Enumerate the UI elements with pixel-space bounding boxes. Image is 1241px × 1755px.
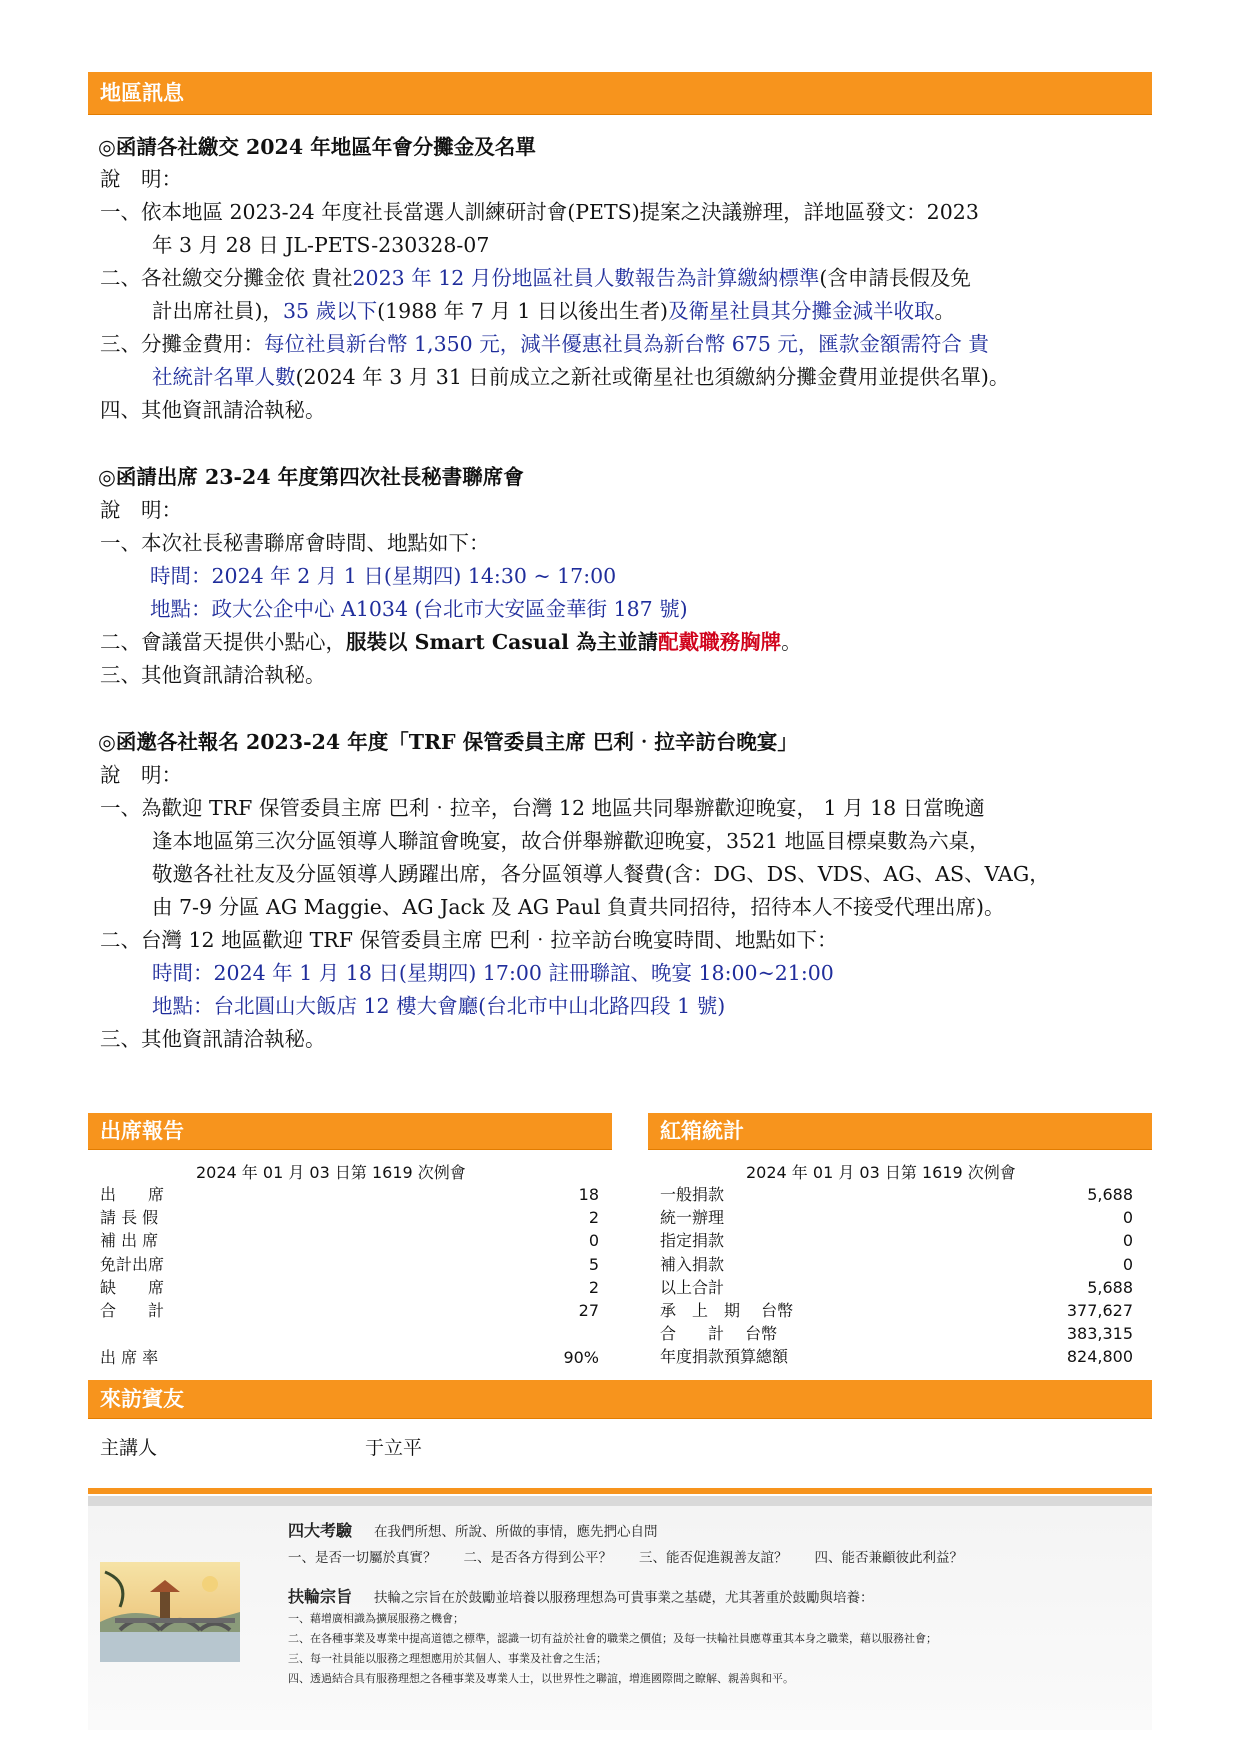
item1-p2b-pre: 計出席社員)， bbox=[152, 299, 283, 323]
section-header-visitors: 來訪賓友 bbox=[88, 1380, 1152, 1418]
attendance-row bbox=[100, 1299, 605, 1322]
redbox-row bbox=[660, 1206, 1135, 1229]
redbox-row bbox=[660, 1299, 1135, 1322]
attendance-row-value: 2 bbox=[588, 1277, 599, 1297]
purpose-item-1: 一、藉增廣相識為擴展服務之機會； bbox=[288, 1612, 464, 1625]
redbox-row-label: 承 上 期 台幣 bbox=[660, 1301, 794, 1320]
item1-p4: 四、其他資訊請洽執秘。 bbox=[100, 398, 326, 422]
item1-p3b-blue: 社統計名單人數 bbox=[152, 365, 296, 389]
redbox-row-value: 383,315 bbox=[1066, 1324, 1133, 1344]
attendance-row bbox=[100, 1206, 605, 1229]
test-title: 四大考驗 bbox=[288, 1521, 353, 1540]
speaker-label: 主講人 bbox=[100, 1437, 158, 1459]
attendance-row-value: 5 bbox=[588, 1254, 599, 1274]
purpose-title: 扶輪宗旨 bbox=[288, 1587, 353, 1606]
redbox-row-label: 年度捐款預算總額 bbox=[660, 1347, 789, 1367]
item1-p2a bbox=[100, 262, 971, 295]
item3-p1a: 一、為歡迎 TRF 保管委員主席 巴利‧拉辛，台灣 12 地區共同舉辦歡迎晚宴， 1 月 18 日當晚適 bbox=[100, 796, 985, 820]
item1-p2a-pre: 二、各社繳交分攤金依 貴社 bbox=[100, 266, 353, 290]
attendance-table bbox=[100, 1160, 605, 1370]
attendance-row-label: 出 席 bbox=[100, 1185, 165, 1204]
attendance-rate-row bbox=[100, 1346, 605, 1369]
redbox-row-value: 0 bbox=[1122, 1231, 1133, 1251]
footer-orange-rule bbox=[88, 1488, 1152, 1494]
item3-p2: 二、台灣 12 地區歡迎 TRF 保管委員主席 巴利‧拉辛訪台晚宴時間、地點如下： bbox=[100, 928, 838, 952]
item1-p3a bbox=[100, 328, 989, 361]
item1-p3a-blue: 每位社員新台幣 1,350 元，減半優惠社員為新台幣 675 元，匯款金額需符合 貴 bbox=[264, 332, 989, 356]
redbox-row bbox=[660, 1229, 1135, 1252]
item1-p2b-post: 。 bbox=[934, 299, 955, 323]
test-subtitle: 在我們所想、所說、所做的事情，應先捫心自問 bbox=[374, 1524, 658, 1540]
section-header-attendance: 出席報告 bbox=[88, 1113, 612, 1149]
item3-p1b: 逢本地區第三次分區領導人聯誼會晚宴，故合併舉辦歡迎晚宴，3521 地區目標桌數為六桌， bbox=[152, 829, 990, 853]
item3-p1c: 敬邀各社社友及分區領導人踴躍出席，各分區領導人餐費(含：DG、DS、VDS、AG、AS、VAG， bbox=[152, 862, 1050, 886]
attendance-row-value: 0 bbox=[588, 1231, 599, 1251]
redbox-row bbox=[660, 1345, 1135, 1368]
item2-p2-red: 配戴職務胸牌 bbox=[658, 630, 782, 654]
attendance-row-label: 補 出 席 bbox=[100, 1231, 159, 1251]
item1-p2a-blue: 2023 年 12 月份地區社員人數報告為計算繳納標準 bbox=[352, 266, 820, 290]
item1-p3b bbox=[152, 361, 1009, 394]
section-header-redbox: 紅箱統計 bbox=[648, 1113, 1152, 1149]
attendance-row bbox=[100, 1276, 605, 1299]
section-header-district-news: 地區訊息 bbox=[88, 72, 1152, 114]
item2-p1: 一、本次社長秘書聯席會時間、地點如下： bbox=[100, 531, 490, 555]
test-items: 一、是否一切屬於真實？ 二、是否各方得到公平？ 三、能否促進親善友誼？ 四、能否兼顧彼此利益？ bbox=[288, 1550, 963, 1566]
item3-title: ◎函邀各社報名 2023-24 年度「TRF 保管委員主席 巴利‧拉辛訪台晚宴」 bbox=[98, 730, 798, 754]
item2-title: ◎函請出席 23-24 年度第四次社長秘書聯席會 bbox=[98, 465, 524, 489]
attendance-row-label: 合 計 bbox=[100, 1301, 165, 1320]
item2-p3: 三、其他資訊請洽執秘。 bbox=[100, 663, 326, 687]
redbox-row bbox=[660, 1183, 1135, 1206]
item1-p2b-blue1: 35 歲以下 bbox=[283, 299, 378, 323]
attendance-row-label: 免計出席 bbox=[100, 1254, 165, 1274]
item1-title: ◎函請各社繳交 2024 年地區年會分攤金及名單 bbox=[98, 135, 536, 159]
attendance-row-value: 18 bbox=[578, 1185, 599, 1204]
redbox-row-value: 5,688 bbox=[1087, 1277, 1133, 1297]
redbox-row-value: 824,800 bbox=[1066, 1347, 1133, 1367]
purpose-subtitle: 扶輪之宗旨在於鼓勵並培養以服務理想為可貴事業之基礎，尤其著重於鼓勵與培養： bbox=[374, 1590, 874, 1606]
item3-note-label: 說 明： bbox=[100, 763, 182, 787]
redbox-row-label: 合 計 台幣 bbox=[660, 1324, 778, 1344]
redbox-row-label: 補入捐款 bbox=[660, 1254, 725, 1274]
item1-p2a-post: (含申請長假及免 bbox=[819, 266, 971, 290]
item1-p2b-mid: (1988 年 7 月 1 日以後出生者) bbox=[377, 299, 668, 323]
item1-p3a-pre: 三、分攤金費用： bbox=[100, 332, 264, 356]
item1-p2b-blue2: 及衛星社員其分攤金減半收取 bbox=[667, 299, 935, 323]
item2-p2-pre: 二、會議當天提供小點心， bbox=[100, 630, 346, 654]
redbox-row-label: 統一辦理 bbox=[660, 1208, 725, 1228]
attendance-row bbox=[100, 1253, 605, 1276]
item2-p2 bbox=[100, 626, 802, 659]
item2-p2-post: 。 bbox=[781, 630, 802, 654]
redbox-row bbox=[660, 1253, 1135, 1276]
item1-p3b-post: (2024 年 3 月 31 日前成立之新社或衛星社也須繳納分攤金費用並提供名單)。 bbox=[295, 365, 1010, 389]
item3-time: 時間：2024 年 1 月 18 日(星期四) 17:00 註冊聯誼、晚宴 18:00~21:00 bbox=[152, 961, 834, 985]
redbox-row-value: 5,688 bbox=[1087, 1185, 1133, 1204]
item1-p1b: 年 3 月 28 日 JL-PETS-230328-07 bbox=[152, 233, 490, 257]
item3-place: 地點：台北圓山大飯店 12 樓大會廳(台北市中山北路四段 1 號) bbox=[152, 994, 726, 1018]
item1-p1a: 一、依本地區 2023-24 年度社長當選人訓練研討會(PETS)提案之決議辦理，詳地區發文：2023 bbox=[100, 200, 979, 224]
redbox-row-value: 377,627 bbox=[1066, 1301, 1133, 1320]
item1-note-label: 說 明： bbox=[100, 167, 182, 191]
attendance-row-label: 缺 席 bbox=[100, 1277, 165, 1297]
item3-p1d: 由 7-9 分區 AG Maggie、AG Jack 及 AG Paul 負責共同招待，招待本人不接受代理出席)。 bbox=[152, 895, 1005, 919]
attendance-row bbox=[100, 1183, 605, 1206]
bridge-illustration bbox=[100, 1562, 240, 1662]
attendance-row bbox=[100, 1229, 605, 1252]
attendance-subtitle: 2024 年 01 月 03 日第 1619 次例會 bbox=[196, 1163, 466, 1182]
attendance-row-value: 2 bbox=[588, 1208, 599, 1228]
redbox-row-label: 指定捐款 bbox=[660, 1231, 725, 1251]
item2-place: 地點：政大公企中心 A1034 (台北市大安區金華街 187 號) bbox=[150, 597, 688, 621]
redbox-subtitle: 2024 年 01 月 03 日第 1619 次例會 bbox=[746, 1163, 1016, 1182]
redbox-row bbox=[660, 1276, 1135, 1299]
item2-p2-bold: 服裝以 Smart Casual 為主並請 bbox=[346, 630, 659, 654]
attendance-rate-label: 出 席 率 bbox=[100, 1348, 159, 1367]
item3-p3: 三、其他資訊請洽執秘。 bbox=[100, 1027, 326, 1051]
attendance-rate-value: 90% bbox=[563, 1348, 599, 1367]
item1-p2b bbox=[152, 295, 955, 328]
purpose-item-4: 四、透過結合具有服務理想之各種事業及專業人士，以世界性之聯誼，增進國際間之瞭解、親善與和平。 bbox=[288, 1672, 794, 1685]
attendance-row-value: 27 bbox=[578, 1301, 599, 1320]
redbox-table bbox=[660, 1160, 1135, 1370]
redbox-row-label: 以上合計 bbox=[660, 1277, 725, 1297]
purpose-item-3: 三、每一社員能以服務之理想應用於其個人、事業及社會之生活； bbox=[288, 1652, 607, 1665]
item2-time: 時間：2024 年 2 月 1 日(星期四) 14:30 ~ 17:00 bbox=[150, 564, 617, 588]
speaker-name: 于立平 bbox=[365, 1437, 423, 1459]
item2-note-label: 說 明： bbox=[100, 498, 182, 522]
redbox-row-value: 0 bbox=[1122, 1208, 1133, 1228]
redbox-row bbox=[660, 1322, 1135, 1345]
redbox-row-label: 一般捐款 bbox=[660, 1185, 725, 1204]
attendance-row-label: 請 長 假 bbox=[100, 1208, 159, 1228]
redbox-row-value: 0 bbox=[1122, 1254, 1133, 1274]
footer-grey-rule bbox=[88, 1496, 1152, 1506]
purpose-item-2: 二、在各種事業及專業中提高道德之標準，認識一切有益於社會的職業之價值；及每一扶輪社員應尊重其本身之職業，藉以服務社會； bbox=[288, 1632, 937, 1645]
